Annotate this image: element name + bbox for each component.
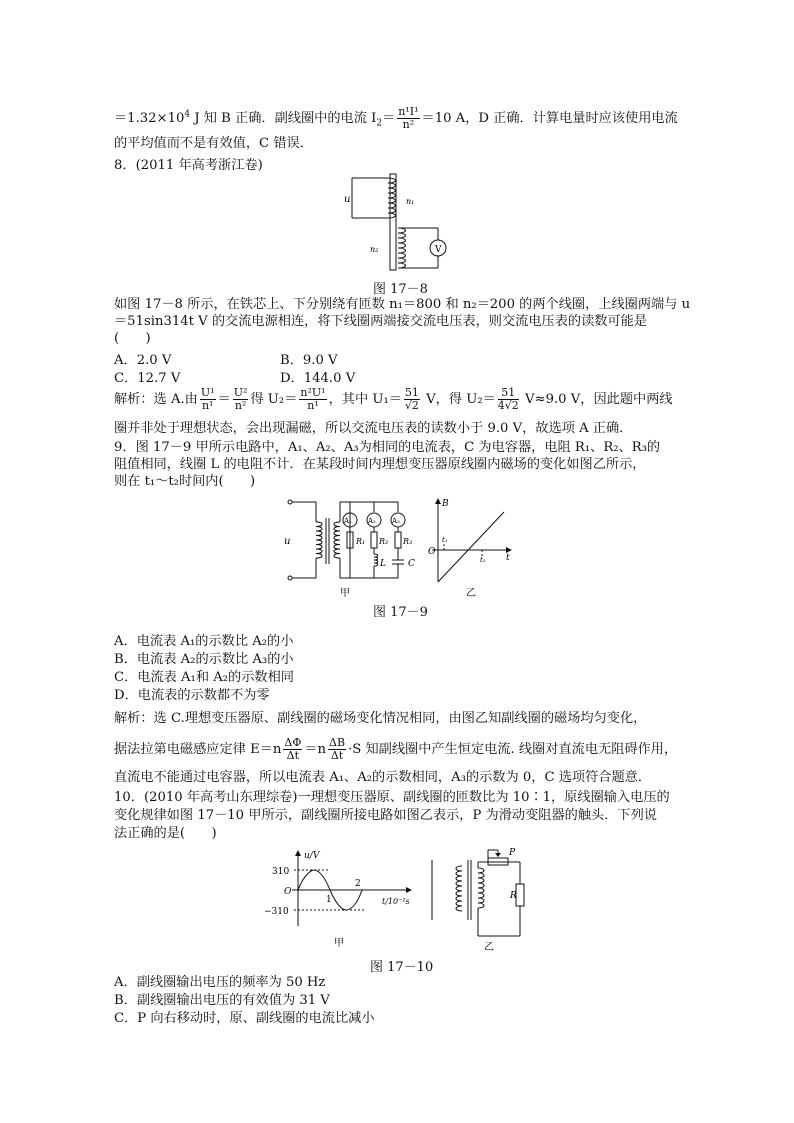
denominator: 4√2 xyxy=(497,399,519,412)
figure-17-9 xyxy=(282,494,522,600)
label-t1: t₁ xyxy=(442,536,448,544)
text: ＝ xyxy=(217,392,231,407)
option-b: B．9.0 V xyxy=(280,353,338,368)
ammeter-a2: A₂ xyxy=(368,517,376,525)
text: V，得 U₂＝ xyxy=(421,392,496,407)
numerator: n¹I¹ xyxy=(398,105,419,118)
text-line: 如图 17－8 所示，在铁芯上、下分别绕有匝数 n₁＝800 和 n₂＝200 的两个线圈，上线圈两端与 u xyxy=(114,297,691,312)
figure-caption: 图 17－9 xyxy=(373,605,428,620)
denominator: Δt xyxy=(286,749,300,762)
fraction xyxy=(328,737,346,762)
denominator: n² xyxy=(234,399,247,412)
fraction xyxy=(200,387,216,412)
label-p: P xyxy=(509,848,516,858)
numerator: 51 xyxy=(404,386,419,399)
text-line: 则在 t₁～t₂时间内( ) xyxy=(114,474,256,489)
label-t2: t₂ xyxy=(480,556,486,564)
axis-b: B xyxy=(442,499,449,509)
option-b: B．电流表 A₂的示数比 A₃的小 xyxy=(114,652,294,667)
label-l: L xyxy=(380,559,386,569)
label-r3: R₃ xyxy=(403,537,413,546)
option-d: D．电流表的示数都不为零 xyxy=(114,688,270,703)
solution-line: 解析：选 C.理想变压器原、副线圈的磁场变化情况相同，由图乙知副线圈的磁场均匀变化， xyxy=(114,711,647,726)
label-n1: n₁ xyxy=(406,197,415,206)
figure-17-8 xyxy=(340,172,460,276)
option-c: C．电流表 A₁和 A₂的示数相同 xyxy=(114,670,294,685)
solution-line xyxy=(114,737,677,762)
denominator: √2 xyxy=(404,399,419,412)
text-line: 的平均值而不是有效值，C 错误． xyxy=(114,136,313,151)
text-line: 10．(2010 年高考山东理综卷)一理想变压器原、副线圈的匝数比为 10∶1，原线圈输入电压的 xyxy=(114,790,670,805)
fraction xyxy=(498,387,519,412)
option-a: A．2.0 V xyxy=(114,353,172,368)
text-line xyxy=(114,106,678,132)
numerator: ΔB xyxy=(329,736,346,749)
label-yi: 乙 xyxy=(484,942,494,953)
question-heading: 8．(2011 年高考浙江卷) xyxy=(114,158,263,173)
text: 据法拉第电磁感应定律 E＝n xyxy=(114,742,282,757)
figure-caption: 图 17－10 xyxy=(370,960,434,975)
denominator: n² xyxy=(402,118,415,131)
denominator: n¹ xyxy=(201,399,214,412)
ammeter-a1: A₁ xyxy=(344,517,352,525)
tick-1: 1 xyxy=(326,895,332,905)
text: ＝ xyxy=(382,111,396,126)
text-line: 变化规律如图 17－10 甲所示，副线圈所接电路如图乙表示，P 为滑动变阻器的触头．下列说 xyxy=(114,808,657,823)
text: ＝1.32×10 xyxy=(114,111,185,126)
text: J 知 B 正确．副线圈中的电流 I xyxy=(190,111,377,126)
figure-17-10 xyxy=(262,846,552,954)
superscript: 4 xyxy=(184,109,191,120)
label-r2: R₂ xyxy=(379,537,389,546)
fraction xyxy=(283,737,302,762)
label-r1: R₁ xyxy=(356,537,366,546)
label-jia: 甲 xyxy=(340,588,350,599)
label-u: u xyxy=(344,194,351,205)
text-line: ( ) xyxy=(114,331,151,346)
label-jia: 甲 xyxy=(334,938,344,949)
text: ，其中 U₁＝ xyxy=(328,392,402,407)
fraction xyxy=(233,387,249,412)
text: 得 U₂＝ xyxy=(250,392,298,407)
denominator: Δt xyxy=(330,749,344,762)
numerator: U¹ xyxy=(200,386,215,399)
tick-310: 310 xyxy=(272,867,290,877)
option-b: B．副线圈输出电压的有效值为 31 V xyxy=(114,993,330,1008)
text: ＝n xyxy=(304,742,327,757)
axis-t: t xyxy=(506,553,510,563)
numerator: 51 xyxy=(498,387,519,400)
solution-line xyxy=(114,387,673,412)
option-a: A．电流表 A₁的示数比 A₂的小 xyxy=(114,634,294,649)
fraction xyxy=(404,387,420,412)
fraction xyxy=(397,106,419,131)
option-c: C．12.7 V xyxy=(114,371,181,386)
tick-neg-310: −310 xyxy=(264,907,289,917)
text-line: 法正确的是( ) xyxy=(114,826,217,841)
tick-2: 2 xyxy=(355,879,361,889)
axis-t-label: t/10⁻²s xyxy=(382,897,410,906)
numerator: U² xyxy=(233,386,248,399)
axis-u-label: u/V xyxy=(304,851,320,861)
numerator: n²U¹ xyxy=(300,386,326,399)
text-line: 9．图 17－9 甲所示电路中，A₁、A₂、A₃为相同的电流表，C 为电容器，电阻 R₁、R₂、R₃的 xyxy=(114,440,661,455)
label-r: R xyxy=(510,891,517,901)
label-n2: n₂ xyxy=(370,245,379,254)
figure-caption: 图 17－8 xyxy=(373,282,428,297)
option-d: D．144.0 V xyxy=(280,371,356,386)
subscript: 2 xyxy=(376,118,383,129)
text: V≈9.0 V，因此题中两线 xyxy=(520,392,673,407)
label-c: C xyxy=(408,559,415,569)
text: 解析：选 A.由 xyxy=(114,392,198,407)
denominator: n¹ xyxy=(307,399,319,412)
fraction xyxy=(299,387,326,412)
text-line: 阻值相同，线圈 L 的电阻不计．在某段时间内理想变压器原线圈内磁场的变化如图乙所示， xyxy=(114,457,646,472)
numerator: ΔΦ xyxy=(284,736,302,749)
ammeter-a3: A₃ xyxy=(392,517,400,525)
solution-line: 直流电不能通过电容器，所以电流表 A₁、A₂的示数相同，A₃的示数为 0，C 选项符合题意． xyxy=(114,770,652,785)
option-c: C．P 向右移动时，原、副线圈的电流比减小 xyxy=(114,1011,375,1026)
text: ·S 知副线圈中产生恒定电流. 线圈对直流电无阻碍作用， xyxy=(348,742,678,757)
option-a: A．副线圈输出电压的频率为 50 Hz xyxy=(114,975,326,990)
label-yi: 乙 xyxy=(466,588,476,599)
text-line: ＝51sin314t V 的交流电源相连，将下线圈两端接交流电压表，则交流电压表的读数可能是 xyxy=(114,314,648,329)
origin-label: O xyxy=(284,887,292,897)
origin-label: O xyxy=(428,547,436,557)
voltmeter-label: V xyxy=(435,245,442,255)
text: ＝10 A，D 正确．计算电量时应该使用电流 xyxy=(421,111,678,126)
solution-line: 圈并非处于理想状态，会出现漏磁，所以交流电压表的读数小于 9.0 V，故选项 A 正确． xyxy=(114,421,633,436)
label-u: u xyxy=(284,536,291,547)
